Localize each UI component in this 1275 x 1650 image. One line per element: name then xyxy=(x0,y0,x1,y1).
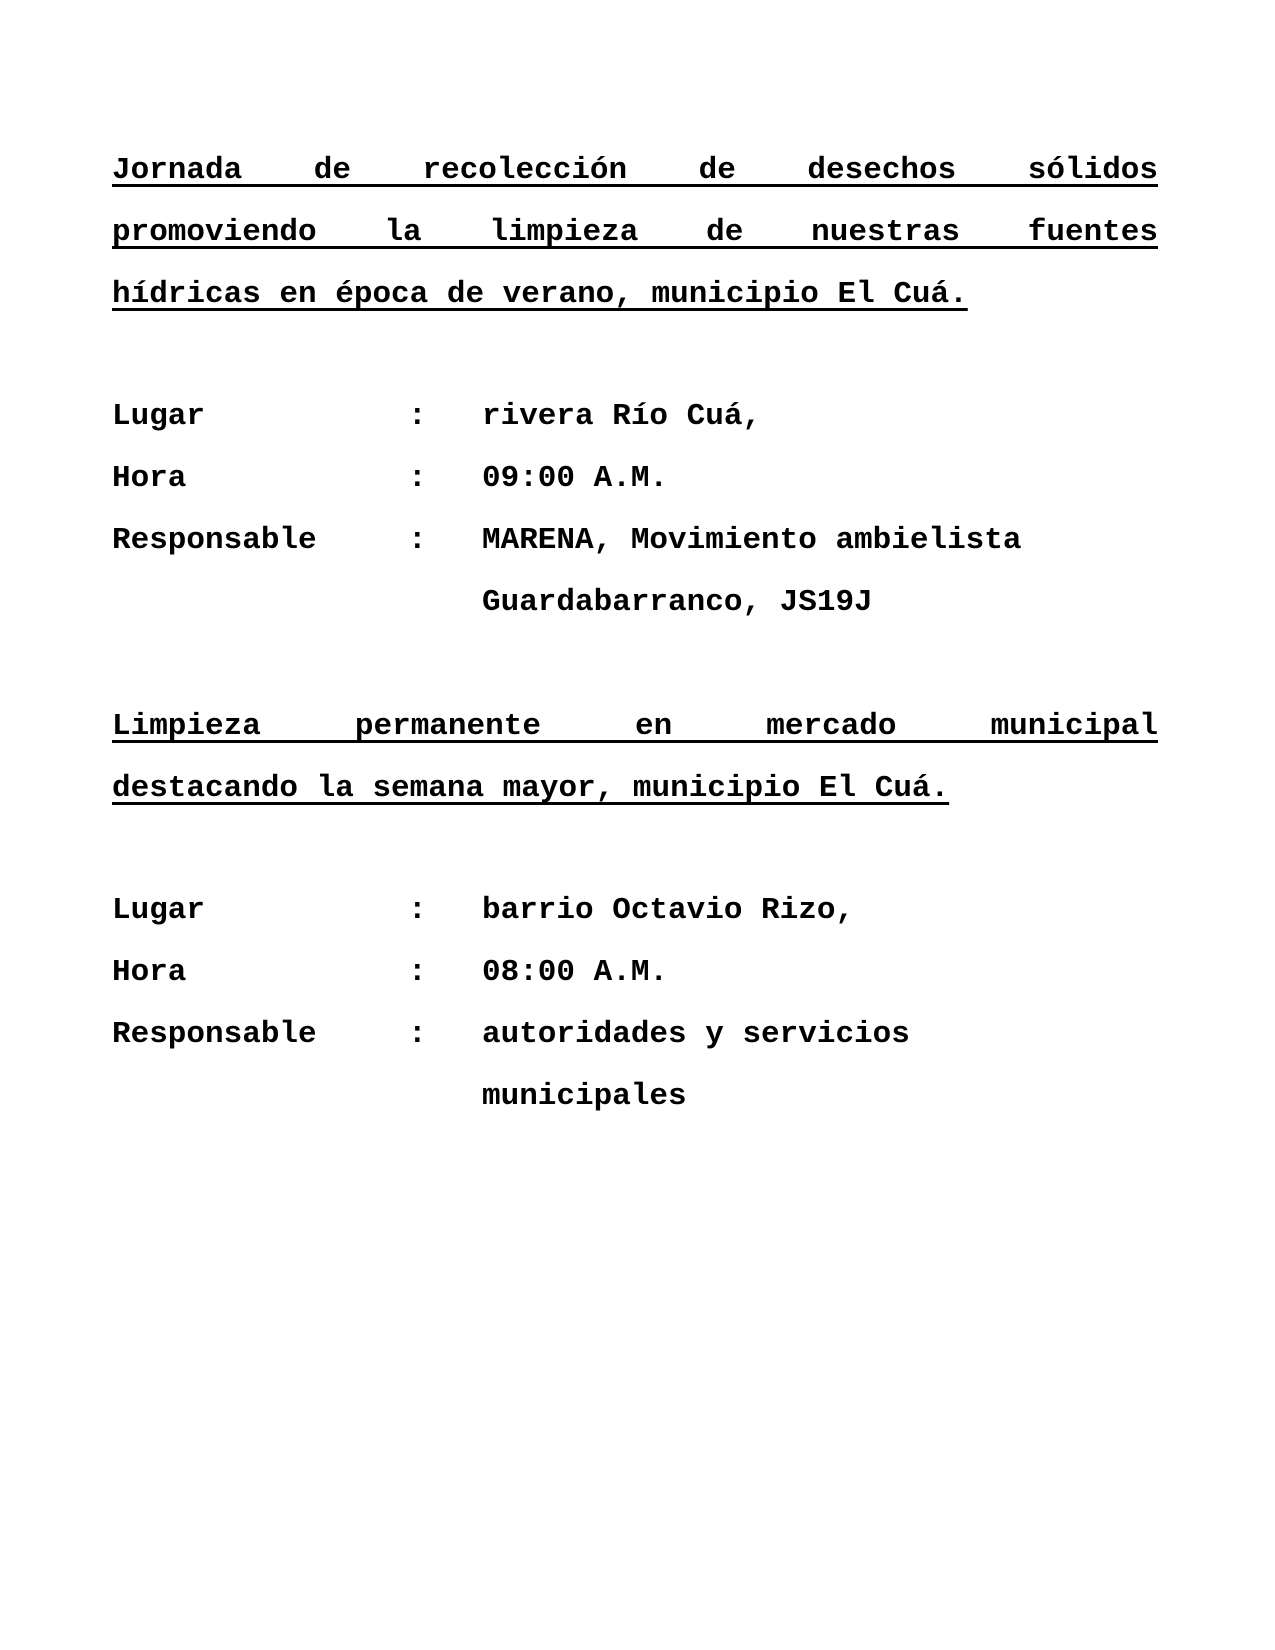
title-line: destacando la semana mayor, municipio El Cuá. xyxy=(112,771,950,806)
field-label: Responsable xyxy=(112,1017,317,1052)
field-value: autoridades y servicios xyxy=(482,1017,910,1052)
section-1-title xyxy=(112,140,1158,326)
title-line: Limpieza permanente en mercado municipal xyxy=(112,709,1158,744)
title-line: Jornada de recolección de desechos sólidos xyxy=(112,153,1158,188)
field-label: Lugar xyxy=(112,399,206,434)
field-value: municipales xyxy=(482,1079,687,1114)
field-label: Lugar xyxy=(112,893,206,928)
field-value: 08:00 A.M. xyxy=(482,955,669,990)
section-2-title xyxy=(112,696,1158,820)
field-separator: : xyxy=(408,461,427,496)
field-value: Guardabarranco, JS19J xyxy=(482,585,873,620)
field-separator: : xyxy=(408,893,427,928)
field-value: 09:00 A.M. xyxy=(482,461,669,496)
field-value: MARENA, Movimiento ambielista xyxy=(482,523,1022,558)
field-label: Responsable xyxy=(112,523,317,558)
field-value: barrio Octavio Rizo, xyxy=(482,893,855,928)
field-separator: : xyxy=(408,523,427,558)
title-line: promoviendo la limpieza de nuestras fuentes xyxy=(112,215,1158,250)
field-label: Hora xyxy=(112,955,187,990)
field-separator: : xyxy=(408,1017,427,1052)
title-line: hídricas en época de verano, municipio El Cuá. xyxy=(112,277,968,312)
field-separator: : xyxy=(408,399,427,434)
field-value: rivera Río Cuá, xyxy=(482,399,762,434)
field-separator: : xyxy=(408,955,427,990)
field-label: Hora xyxy=(112,461,187,496)
